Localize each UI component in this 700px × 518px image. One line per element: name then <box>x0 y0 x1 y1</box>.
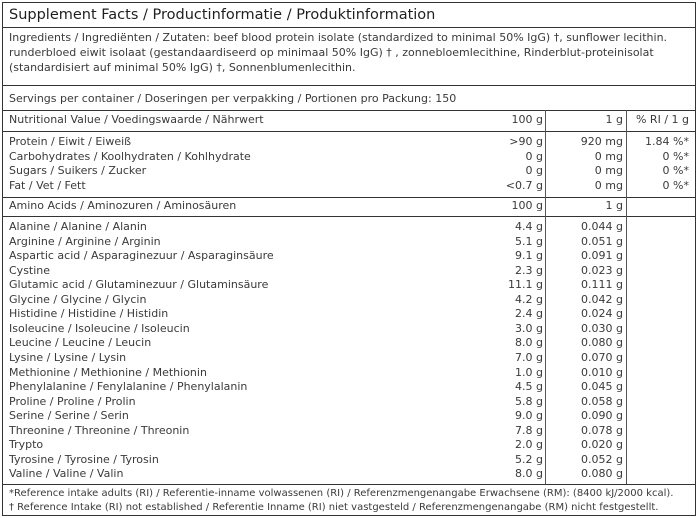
row-value-c2: 0.030 g <box>581 321 623 335</box>
table-row <box>3 235 695 250</box>
row-value-c1: 5.8 g <box>515 394 543 408</box>
column-divider <box>545 110 546 484</box>
row-value-c3: 0 %* <box>662 178 689 192</box>
row-label: Histidine / Histidine / Histidin <box>9 307 169 321</box>
row-label: Cystine <box>9 263 51 277</box>
row-value-c1: 2.3 g <box>515 263 543 277</box>
row-label: Valine / Valine / Valin <box>9 467 124 481</box>
row-value-c2: 0 mg <box>594 178 623 192</box>
table-row <box>3 453 695 468</box>
row-value-c3: 0 %* <box>662 149 689 163</box>
table-row <box>3 135 695 150</box>
row-value-c1: 4.4 g <box>515 220 543 233</box>
supplement-facts-panel <box>2 2 696 516</box>
divider <box>3 27 695 28</box>
divider <box>3 131 695 132</box>
divider <box>3 216 695 217</box>
row-label: Lysine / Lysine / Lysin <box>9 350 127 364</box>
row-value-c2: 0.090 g <box>581 409 623 423</box>
row-label: Methionine / Methionine / Methionin <box>9 365 207 379</box>
table-row <box>3 467 695 482</box>
row-value-c1: 2.0 g <box>515 438 543 452</box>
row-label: Glutamic acid / Glutaminezuur / Glutaminsäure <box>9 278 269 292</box>
amino-header-1g: 1 g <box>605 199 623 212</box>
row-value-c1: 8.0 g <box>515 336 543 350</box>
ingredients-text: Ingredients / Ingrediënten / Zutaten: beef blood protein isolate (standardized to minimal 50% IgG) †, sunflower lecithin. runderbloed eiwit isolaat (gestandaardiseerd op minimaal 50% IgG) † , zonnebloemlecithine, Rinderblut-proteinisolat (standardisiert auf minimal 50% IgG) †, Sonnenblumenlecithin. <box>9 31 668 74</box>
row-label: Protein / Eiwit / Eiweiß <box>9 135 132 148</box>
nutrition-header-label: Nutritional Value / Voedingswaarde / Nährwert <box>9 113 264 126</box>
divider <box>3 197 695 198</box>
row-label: Glycine / Glycine / Glycin <box>9 292 147 306</box>
row-value-c1: 11.1 g <box>508 278 543 292</box>
row-value-c3: 1.84 %* <box>645 135 689 148</box>
row-value-c1: 3.0 g <box>515 321 543 335</box>
row-value-c1: 4.2 g <box>515 292 543 306</box>
row-value-c2: 0.023 g <box>581 263 623 277</box>
row-value-c2: 0.024 g <box>581 307 623 321</box>
row-value-c1: 1.0 g <box>515 365 543 379</box>
table-row <box>3 307 695 322</box>
row-label: Isoleucine / Isoleucine / Isoleucin <box>9 321 190 335</box>
table-row <box>3 395 695 410</box>
row-label: Carbohydrates / Koolhydraten / Kohlhydrate <box>9 149 251 163</box>
row-value-c2: 0.080 g <box>581 336 623 350</box>
row-value-c2: 0.078 g <box>581 423 623 437</box>
amino-header-100g: 100 g <box>511 199 543 212</box>
row-label: Proline / Proline / Prolin <box>9 394 136 408</box>
table-row <box>3 220 695 235</box>
servings-text: Servings per container / Doseringen per verpakking / Portionen pro Packung: 150 <box>9 92 457 105</box>
table-row <box>3 380 695 395</box>
row-value-c1: 5.1 g <box>515 234 543 248</box>
row-value-c2: 0.020 g <box>581 438 623 452</box>
row-label: Arginine / Arginine / Arginin <box>9 234 161 248</box>
row-value-c1: 9.1 g <box>515 249 543 263</box>
row-value-c2: 0.042 g <box>581 292 623 306</box>
row-value-c2: 0 mg <box>594 149 623 163</box>
row-value-c2: 0.010 g <box>581 365 623 379</box>
row-label: Leucine / Leucine / Leucin <box>9 336 152 350</box>
panel-title: Supplement Facts / Productinformatie / Produktinformation <box>9 7 436 23</box>
row-value-c2: 920 mg <box>580 135 623 148</box>
divider <box>3 110 695 111</box>
column-divider <box>626 110 627 484</box>
table-row <box>3 264 695 279</box>
row-label: Serine / Serine / Serin <box>9 409 129 423</box>
table-row <box>3 322 695 337</box>
row-value-c1: 4.5 g <box>515 380 543 394</box>
table-row <box>3 150 695 165</box>
divider <box>3 85 695 86</box>
row-value-c2: 0.058 g <box>581 394 623 408</box>
table-row <box>3 179 695 194</box>
row-value-c2: 0.070 g <box>581 350 623 364</box>
row-label: Tyrosine / Tyrosine / Tyrosin <box>9 452 159 466</box>
row-value-c1: >90 g <box>509 135 543 148</box>
row-label: Phenylalanine / Fenylalanine / Phenylalanin <box>9 380 248 394</box>
table-row <box>3 278 695 293</box>
divider <box>3 484 695 485</box>
row-value-c2: 0.080 g <box>581 467 623 481</box>
row-value-c1: <0.7 g <box>505 178 543 192</box>
row-value-c1: 5.2 g <box>515 452 543 466</box>
table-row <box>3 366 695 381</box>
table-row <box>3 164 695 179</box>
table-row <box>3 351 695 366</box>
table-row <box>3 293 695 308</box>
table-row <box>3 424 695 439</box>
row-value-c1: 8.0 g <box>515 467 543 481</box>
row-value-c1: 7.8 g <box>515 423 543 437</box>
table-row <box>3 249 695 264</box>
nutrition-header-1g: 1 g <box>605 113 623 126</box>
nutrition-header-row <box>3 113 695 128</box>
table-row <box>3 438 695 453</box>
row-label: Alanine / Alanine / Alanin <box>9 220 147 233</box>
row-label: Trypto <box>9 438 44 452</box>
row-label: Fat / Vet / Fett <box>9 178 86 192</box>
table-row <box>3 409 695 424</box>
row-value-c1: 2.4 g <box>515 307 543 321</box>
amino-header-label: Amino Acids / Aminozuren / Aminosäuren <box>9 199 237 212</box>
row-value-c2: 0.111 g <box>581 278 623 292</box>
row-value-c3: 0 %* <box>662 164 689 178</box>
table-row <box>3 336 695 351</box>
footnote-dagger: † Reference Intake (RI) not established / Referentie Inname (RI) niet vastgesteld / Referenzmengenangabe (RM) nicht festgestellt. <box>9 502 659 513</box>
row-value-c1: 9.0 g <box>515 409 543 423</box>
amino-header-row <box>3 199 695 214</box>
row-value-c2: 0.052 g <box>581 452 623 466</box>
row-label: Sugars / Suikers / Zucker <box>9 164 147 178</box>
row-label: Aspartic acid / Asparaginezuur / Asparaginsäure <box>9 249 274 263</box>
row-label: Threonine / Threonine / Threonin <box>9 423 190 437</box>
row-value-c2: 0.045 g <box>581 380 623 394</box>
footnote-ri: *Reference intake adults (RI) / Referentie-inname volwassenen (RI) / Referenzmengenangabe Erwachsene (RM): (8400 kJ/2000 kcal). <box>9 488 674 499</box>
row-value-c2: 0.051 g <box>581 234 623 248</box>
row-value-c1: 0 g <box>525 164 543 178</box>
row-value-c1: 7.0 g <box>515 350 543 364</box>
row-value-c2: 0.091 g <box>581 249 623 263</box>
nutrition-header-100g: 100 g <box>511 113 543 126</box>
row-value-c2: 0.044 g <box>581 220 623 233</box>
row-value-c2: 0 mg <box>594 164 623 178</box>
row-value-c1: 0 g <box>525 149 543 163</box>
nutrition-header-ri: % RI / 1 g <box>635 113 689 126</box>
